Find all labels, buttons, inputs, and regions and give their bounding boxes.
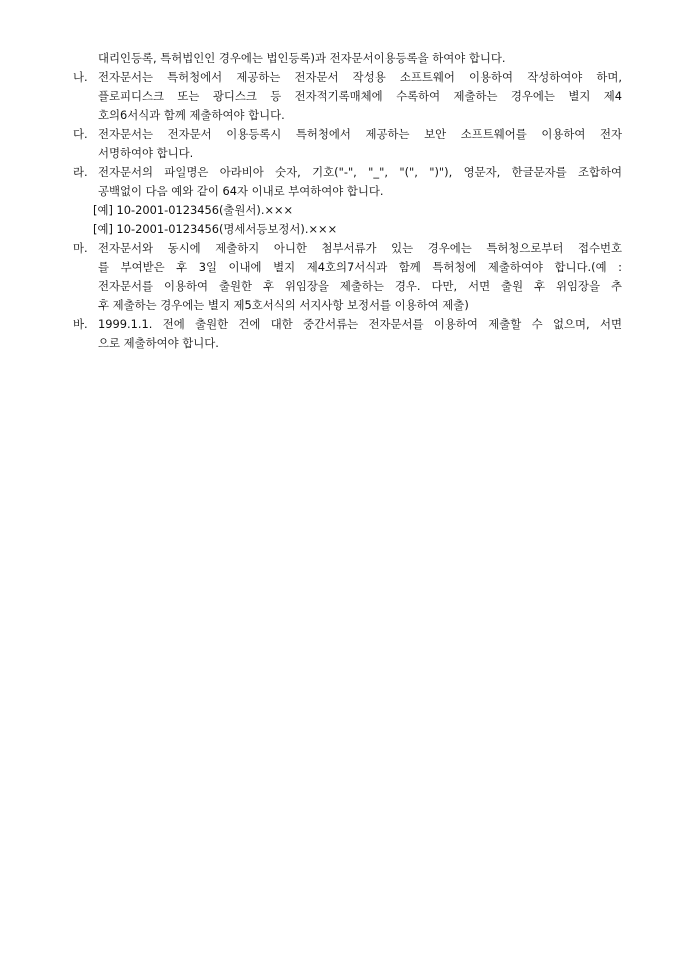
item-ba-line-1: 1999.1.1. 전에 출원한 건에 대한 중간서류는 전자문서를 이용하여 제출할 수 없으며, 서면 bbox=[98, 317, 622, 331]
item-ra-marker: 라. bbox=[73, 165, 88, 179]
item-ba-marker: 바. bbox=[73, 317, 88, 331]
example-2-text: [예] 10-2001-0123456(명세서등보정서).××× bbox=[93, 222, 338, 236]
item-continuation-line-1: 대리인등록, 특허법인인 경우에는 법인등록)과 전자문서이용등록을 하여야 합니다. bbox=[98, 51, 506, 65]
example-1-text: [예] 10-2001-0123456(출원서).××× bbox=[93, 203, 294, 217]
item-na-line-2: 플로피디스크 또는 광디스크 등 전자적기록매체에 수록하여 제출하는 경우에는 별지 제4 bbox=[98, 89, 622, 103]
item-ma-line-4: 후 제출하는 경우에는 별지 제5호서식의 서지사항 보정서를 이용하여 제출) bbox=[98, 298, 469, 312]
item-ma-marker: 마. bbox=[73, 241, 88, 255]
item-ma-line-1: 전자문서와 동시에 제출하지 아니한 첨부서류가 있는 경우에는 특허청으로부터 접수번호 bbox=[98, 241, 622, 255]
item-na-line-1: 전자문서는 특허청에서 제공하는 전자문서 작성용 소프트웨어 이용하여 작성하여야 하며, bbox=[98, 70, 622, 84]
item-ra-line-2: 공백없이 다음 예와 같이 64자 이내로 부여하여야 합니다. bbox=[98, 184, 384, 198]
item-da-line-1: 전자문서는 전자문서 이용등록시 특허청에서 제공하는 보안 소프트웨어를 이용하여 전자 bbox=[98, 127, 622, 141]
item-ra-line-1: 전자문서의 파일명은 아라비아 숫자, 기호("-", "_", "(", ")"), 영문자, 한글문자를 조합하여 bbox=[98, 165, 622, 179]
item-ma-line-2: 를 부여받은 후 3일 이내에 별지 제4호의7서식과 함께 특허청에 제출하여야 합니다.(예 : bbox=[98, 260, 622, 274]
item-da-line-2: 서명하여야 합니다. bbox=[98, 146, 194, 160]
item-ba-line-2: 으로 제출하여야 합니다. bbox=[98, 336, 219, 350]
item-da-marker: 다. bbox=[73, 127, 88, 141]
item-na-line-3: 호의6서식과 함께 제출하여야 합니다. bbox=[98, 108, 285, 122]
item-na-marker: 나. bbox=[73, 70, 88, 84]
item-ma-line-3: 전자문서를 이용하여 출원한 후 위임장을 제출하는 경우. 다만, 서면 출원 후 위임장을 추 bbox=[98, 279, 622, 293]
